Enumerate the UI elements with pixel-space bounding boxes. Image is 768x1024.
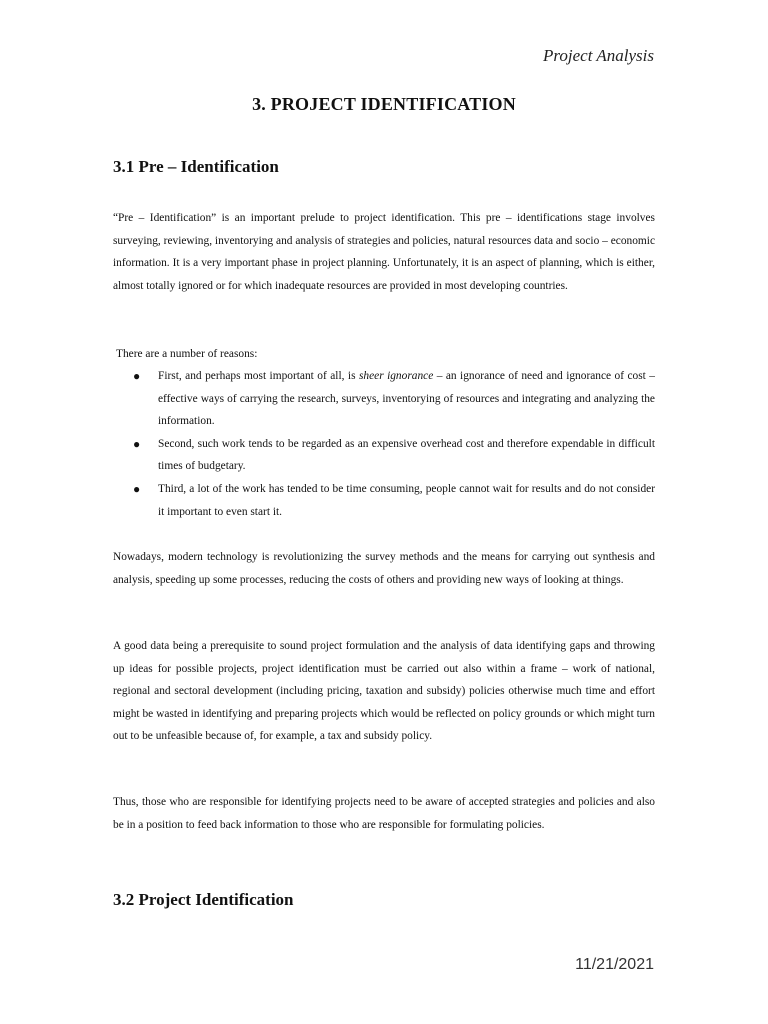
reasons-list: [113, 365, 655, 523]
bullet-text: Second, such work tends to be regarded as an expensive overhead cost and therefore expendable in difficult times of budgetary.: [158, 437, 655, 473]
bullet-text: Third, a lot of the work has tended to be time consuming, people cannot wait for results and do not consider it important to even start it.: [158, 482, 655, 518]
paragraph-modern-technology: Nowadays, modern technology is revolutionizing the survey methods and the means for carrying out synthesis and analysis, speeding up some processes, reducing the costs of others and providing new ways of looking at things.: [113, 551, 655, 586]
chapter-title: 3. PROJECT IDENTIFICATION: [252, 94, 516, 114]
bullet-icon: ●: [133, 369, 141, 383]
list-item: [113, 365, 655, 433]
paragraph-pre-identification: “Pre – Identification” is an important prelude to project identification. This pre – identifications stage involves surveying, reviewing, inventorying and analysis of strategies and policies, natural resources data and socio – economic information. It is a very important phase in project planning. Unfortunately, it is an aspect of planning, which is either, almost totally ignored or for which inadequate resources are provided in most developing countries.: [113, 212, 655, 292]
paragraph-responsibility: Thus, those who are responsible for identifying projects need to be aware of accepted strategies and policies and also be in a position to feed back information to those who are responsible for formulating policies.: [113, 796, 655, 831]
paragraph-good-data: A good data being a prerequisite to sound project formulation and the analysis of data identifying gaps and throwing up ideas for possible projects, project identification must be carried out also within a frame – work of national, regional and sectoral development (including pricing, taxation and subsidy) policies otherwise much time and effort might be wasted in identifying and preparing projects which would be reflected on policy grounds or which might turn out to be unfeasible because of, for example, a tax and subsidy policy.: [113, 640, 655, 743]
list-item: [113, 433, 655, 478]
bullet-text-before: First, and perhaps most important of all, is: [158, 370, 359, 382]
footer-date: 11/21/2021: [575, 956, 654, 973]
reasons-intro: There are a number of reasons:: [116, 348, 258, 360]
bullet-emphasis: sheer ignorance: [358, 370, 434, 382]
bullet-icon: ●: [133, 436, 141, 451]
list-item: [113, 478, 655, 523]
bullet-text-after: – an ignorance of need and ignorance of cost – effective ways of carrying the research, surveys, inventorying of resources and integrating and analyzing the information.: [158, 370, 655, 428]
section-heading-3-2: 3.2 Project Identification: [113, 890, 294, 909]
section-heading-3-1: 3.1 Pre – Identification: [113, 157, 279, 176]
running-header: Project Analysis: [543, 46, 654, 65]
bullet-icon: ●: [133, 481, 141, 496]
